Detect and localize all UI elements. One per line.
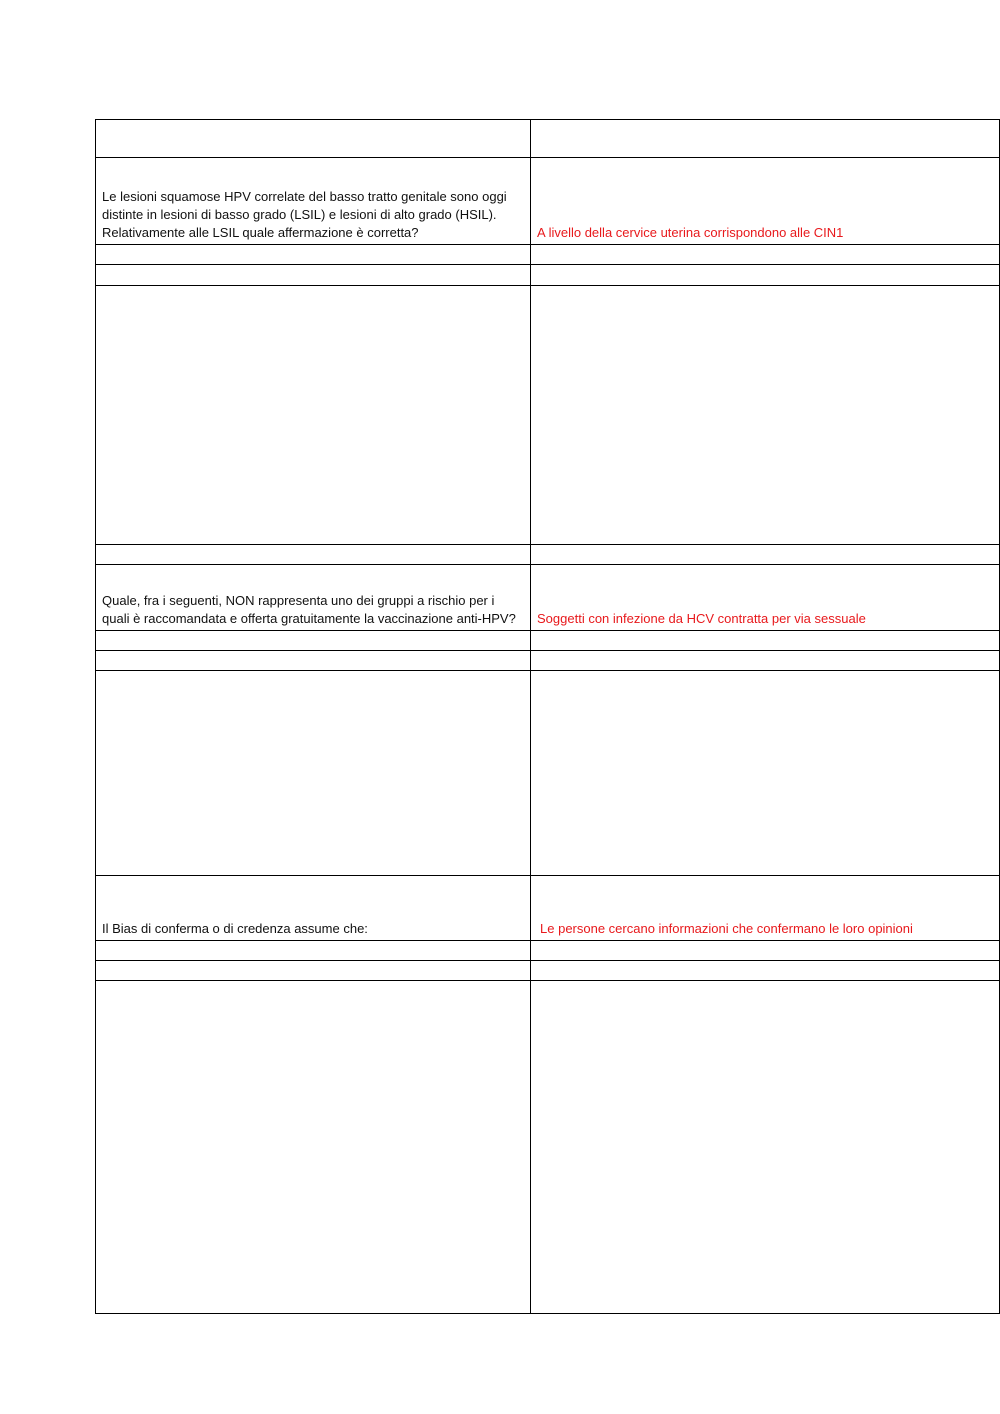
table-row [96, 671, 1000, 876]
table-row [96, 286, 1000, 545]
table-row [96, 651, 1000, 671]
empty-cell [531, 941, 1000, 961]
table-row [96, 545, 1000, 565]
question-cell [96, 120, 531, 158]
answer-sheet-table [95, 119, 1000, 1314]
empty-cell [531, 631, 1000, 651]
empty-cell [96, 631, 531, 651]
empty-cell [531, 286, 1000, 545]
table-row [96, 265, 1000, 286]
question-cell: Il Bias di conferma o di credenza assume che: [96, 876, 531, 941]
empty-cell [531, 651, 1000, 671]
empty-cell [531, 981, 1000, 1314]
table-row [96, 245, 1000, 265]
table-row [96, 981, 1000, 1314]
empty-cell [96, 961, 531, 981]
empty-cell [96, 981, 531, 1314]
empty-cell [531, 245, 1000, 265]
empty-cell [96, 671, 531, 876]
empty-cell [531, 545, 1000, 565]
question-cell: Le lesioni squamose HPV correlate del basso tratto genitale sono oggi distinte in lesioni di basso grado (LSIL) e lesioni di alto grado (HSIL). Relativamente alle LSIL quale affermazione è corretta? [96, 158, 531, 245]
empty-cell [531, 961, 1000, 981]
answer-cell [531, 120, 1000, 158]
empty-cell [531, 671, 1000, 876]
empty-cell [96, 941, 531, 961]
table-row [96, 565, 1000, 631]
empty-cell [96, 245, 531, 265]
answer-cell: Le persone cercano informazioni che confermano le loro opinioni [531, 876, 1000, 941]
question-cell: Quale, fra i seguenti, NON rappresenta uno dei gruppi a rischio per i quali è raccomandata e offerta gratuitamente la vaccinazione anti-HPV? [96, 565, 531, 631]
empty-cell [96, 651, 531, 671]
answer-cell: A livello della cervice uterina corrispondono alle CIN1 [531, 158, 1000, 245]
table-row [96, 631, 1000, 651]
answer-cell: Soggetti con infezione da HCV contratta per via sessuale [531, 565, 1000, 631]
empty-cell [96, 265, 531, 286]
table-row [96, 961, 1000, 981]
table-row [96, 158, 1000, 245]
empty-cell [96, 545, 531, 565]
empty-cell [531, 265, 1000, 286]
empty-cell [96, 286, 531, 545]
table-row [96, 120, 1000, 158]
table-row [96, 941, 1000, 961]
table-row [96, 876, 1000, 941]
